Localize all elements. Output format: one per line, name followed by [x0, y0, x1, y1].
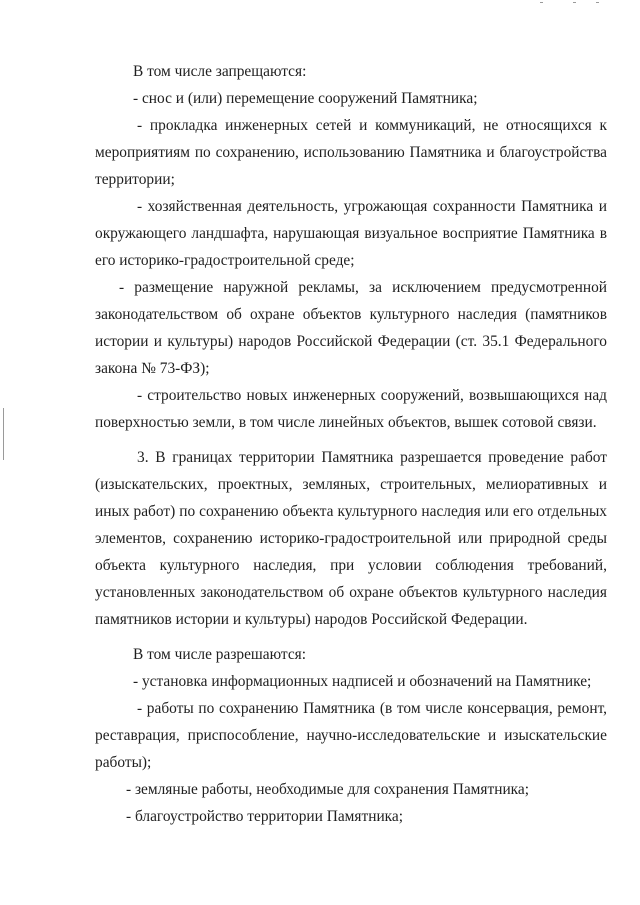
paragraph-permitted-item: - земляные работы, необходимые для сохранения Памятника;	[126, 781, 530, 798]
paragraph-permitted-intro: В том числе разрешаются:	[133, 646, 307, 663]
paragraph-permitted-item: - установка информационных надписей и обозначений на Памятнике;	[133, 673, 592, 690]
paragraph-permitted-item: - благоустройство территории Памятника;	[126, 808, 404, 825]
scan-artifact-top	[573, 2, 576, 3]
paragraph-prohibited-item: - строительство новых инженерных сооружений, возвышающихся над поверхностью земли, в том числе линейных объектов, вышек сотовой связи.	[95, 387, 607, 431]
scan-artifact-left	[3, 408, 4, 460]
paragraph-section-3: 3. В границах территории Памятника разрешается проведение работ (изыскательских, проектных, земляных, строительных, мелиоративных и иных работ) по сохранению объекта культурного наследия или его отдельных элементов, сохранению историко-градостроительной или природной среды объекта культурного наследия, при условии соблюдения требований, установленных законодательством об охране объектов культурного наследия памятников истории и культуры) народов Российской Федерации.	[95, 449, 607, 628]
paragraph-prohibited-item: - снос и (или) перемещение сооружений Памятника;	[133, 90, 478, 107]
paragraph-permitted-item: - работы по сохранению Памятника (в том числе консервация, ремонт, реставрация, приспособление, научно-исследовательские и изыскательские работы);	[95, 700, 607, 771]
paragraph-prohibited-item: - хозяйственная деятельность, угрожающая сохранности Памятника и окружающего ландшафта, нарушающая визуальное восприятие Памятника в его историко-градостроительной среде;	[95, 198, 607, 269]
scan-artifact-top	[540, 2, 543, 3]
paragraph-prohibited-intro: В том числе запрещаются:	[133, 63, 307, 80]
paragraph-prohibited-item: - прокладка инженерных сетей и коммуникаций, не относящихся к мероприятиям по сохранению, использованию Памятника и благоустройства территории;	[95, 117, 607, 188]
paragraph-prohibited-item: - размещение наружной рекламы, за исключением предусмотренной законодательством об охране объектов культурного наследия (памятников истории и культуры) народов Российской Федерации (ст. 35.1 Федерального закона № 73-ФЗ);	[95, 279, 607, 377]
scan-artifact-top	[596, 2, 599, 3]
document-body	[95, 58, 607, 830]
